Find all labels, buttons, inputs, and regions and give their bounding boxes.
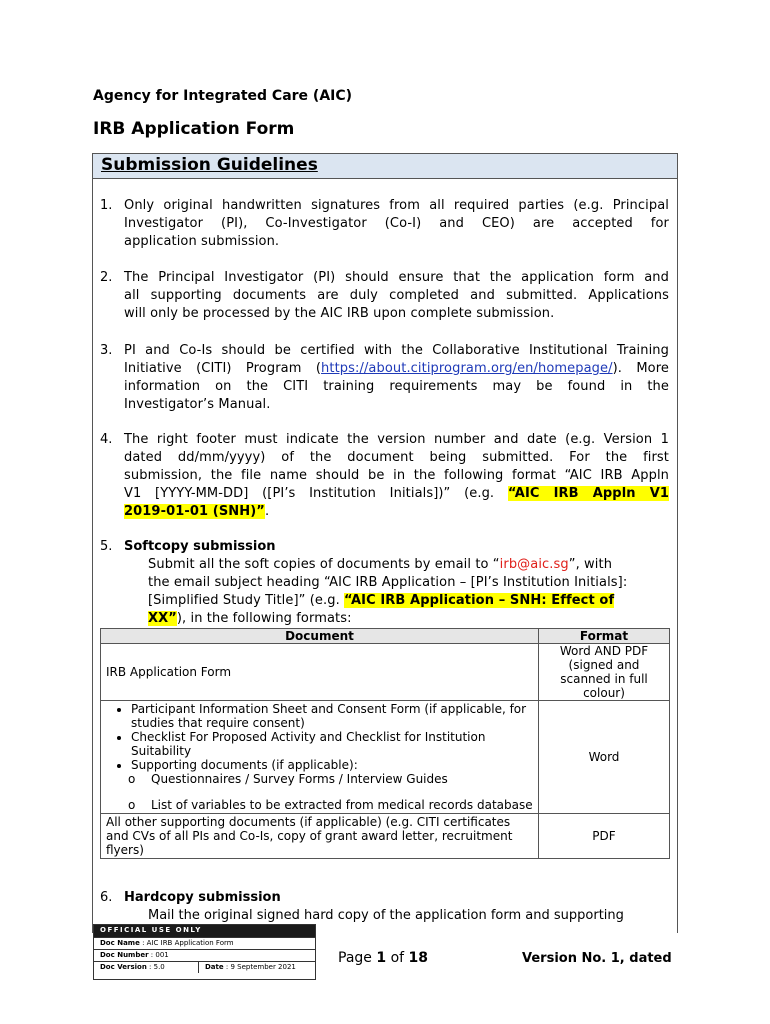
doc-name-row: [94, 937, 315, 949]
doc-number-label: Doc Number: [100, 951, 149, 959]
text-fragment: ”, with: [568, 557, 613, 572]
doc-name-label: Doc Name: [100, 939, 140, 947]
item-number: 1.: [100, 198, 113, 213]
page-current: 1: [376, 950, 387, 966]
form-title: IRB Application Form: [93, 119, 295, 139]
highlighted-example: XX”: [148, 611, 177, 626]
text-line: Only original handwritten signatures from all required parties (e.g. Principal: [124, 198, 669, 213]
email-link[interactable]: irb@aic.sg: [499, 557, 569, 572]
text-line: PI and Co-Is should be certified with the Collaborative Institutional Training: [124, 343, 669, 358]
format-cell: Word AND PDF (signed and scanned in full colour): [539, 644, 670, 701]
format-cell: PDF: [539, 814, 670, 859]
document-sub-list: [106, 772, 533, 812]
doc-name-value: : AIC IRB Application Form: [142, 939, 234, 947]
text-line: The right footer must indicate the version number and date (e.g. Version 1: [124, 432, 669, 447]
table-row: [101, 814, 670, 859]
text-line: Investigator (PI), Co-Investigator (Co-I) and CEO) are accepted for: [124, 216, 669, 231]
page-word: Page: [338, 950, 372, 966]
item-number: 4.: [100, 432, 113, 447]
text-fragment: V1 [YYYY-MM-DD] ([PI’s Institution Initials])” (e.g.: [124, 486, 508, 501]
highlighted-example: “AIC IRB Application – SNH: Effect of: [344, 593, 615, 608]
highlighted-example: 2019-01-01 (SNH)”: [124, 504, 265, 519]
hardcopy-title: Hardcopy submission: [124, 890, 281, 905]
text-fragment: [Simplified Study Title]” (e.g.: [148, 593, 345, 608]
list-item: • Checklist For Proposed Activity and Checklist for Institution Suitability: [131, 730, 533, 758]
item-number: 3.: [100, 343, 113, 358]
item-number: 2.: [100, 270, 113, 285]
text-line: [124, 360, 669, 378]
table-row: [101, 644, 670, 701]
text-line: [124, 485, 669, 503]
text-line: [148, 610, 658, 628]
date-label: Date: [205, 963, 224, 971]
guideline-item-3: [124, 342, 669, 414]
guideline-item-2: [124, 269, 669, 323]
item-number: 5.: [100, 539, 113, 554]
format-cell: Word: [539, 701, 670, 814]
list-item: o Questionnaires / Survey Forms / Interview Guides: [151, 772, 533, 786]
list-item: o List of variables to be extracted from medical records database: [151, 798, 533, 812]
date-cell: [199, 962, 302, 973]
document-bullet-list: [106, 702, 533, 772]
text-fragment: .: [264, 504, 270, 519]
doc-number-value: : 001: [150, 951, 169, 959]
text-fragment: ). More: [612, 361, 669, 376]
official-use-box: [93, 924, 316, 980]
text-line: Investigator’s Manual.: [124, 397, 271, 412]
page-total: 18: [408, 950, 428, 966]
guideline-item-4: [124, 431, 669, 521]
text-fragment: ), in the following formats:: [176, 611, 352, 626]
page-indicator: [338, 950, 428, 966]
column-header-document: Document: [101, 629, 539, 644]
doc-version-cell: [94, 962, 199, 973]
softcopy-text: [148, 556, 658, 628]
page-of: of: [390, 950, 405, 966]
text-line: the email subject heading “AIC IRB Application – [PI’s Institution Initials]:: [148, 575, 628, 590]
document-cell: [101, 701, 539, 814]
text-line: all supporting documents are duly completed and submitted. Applications: [124, 288, 669, 303]
document-cell: All other supporting documents (if applicable) (e.g. CITI certificates and CVs of all PIs and Co-Is, copy of grant award letter, recruitment flyers): [101, 814, 539, 859]
highlighted-example: “AIC IRB Appln V1: [507, 486, 669, 501]
table-row: [101, 701, 670, 814]
text-line: information on the CITI training requirements may be found in the: [124, 379, 669, 394]
doc-number-row: [94, 949, 315, 961]
column-header-format: Format: [539, 629, 670, 644]
official-use-label: OFFICIAL USE ONLY: [94, 925, 315, 937]
text-line: application submission.: [124, 234, 280, 249]
text-line: [148, 556, 658, 574]
item-number: 6.: [100, 890, 113, 905]
list-item: • Participant Information Sheet and Consent Form (if applicable, for studies that require consent): [131, 702, 533, 730]
text-line: [148, 592, 658, 610]
citi-link[interactable]: https://about.citiprogram.org/en/homepage/: [321, 361, 613, 376]
text-line: dated dd/mm/yyyy) of the document being submitted. For the first: [124, 450, 669, 465]
text-line: will only be processed by the AIC IRB upon complete submission.: [124, 306, 555, 321]
softcopy-title: Softcopy submission: [124, 539, 276, 554]
text-fragment: Initiative (CITI) Program (: [124, 361, 322, 376]
organization-name: Agency for Integrated Care (AIC): [93, 88, 353, 104]
text-fragment: Submit all the soft copies of documents by email to “: [148, 557, 500, 572]
version-text: Version No. 1, dated: [522, 951, 672, 966]
document-cell: IRB Application Form: [101, 644, 539, 701]
text-line: [124, 504, 269, 519]
doc-version-row: [94, 961, 315, 973]
guidelines-heading: Submission Guidelines: [92, 153, 678, 179]
date-value: : 9 September 2021: [225, 963, 296, 971]
doc-version-label: Doc Version: [100, 963, 147, 971]
guideline-item-1: [124, 197, 669, 251]
format-table: [100, 628, 670, 859]
table-header-row: [101, 629, 670, 644]
hardcopy-text: Mail the original signed hard copy of the application form and supporting: [148, 908, 624, 923]
text-line: submission, the file name should be in the following format “AIC IRB Appln: [124, 468, 669, 483]
doc-version-value: : 5.0: [149, 963, 165, 971]
list-item: • Supporting documents (if applicable):: [131, 758, 533, 772]
text-line: The Principal Investigator (PI) should ensure that the application form and: [124, 270, 669, 285]
